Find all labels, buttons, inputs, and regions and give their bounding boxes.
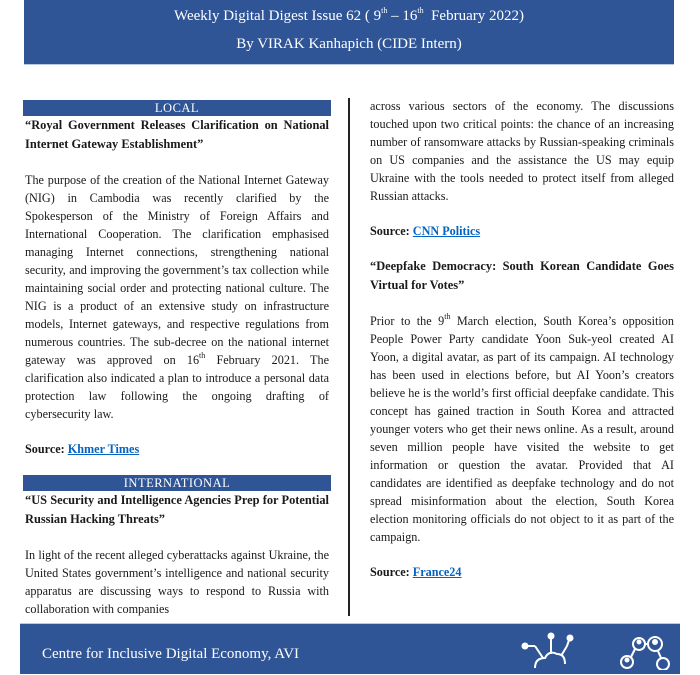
international-headline: “US Security and Intelligence Agencies Prep for Potential Russian Hacking Threats” — [25, 493, 329, 526]
title-text: – 16 — [387, 8, 418, 24]
international-article-body-part2: across various sectors of the economy. The discussions touched upon two critical points: the chance of an increasing number of ransomware attacks by Russian-speaking criminals on US companies and the assistance the US may equip Ukraine with the tools needed to protect itself from alleged Russian attacks. — [370, 99, 674, 203]
section-header-local: LOCAL — [23, 100, 331, 116]
section-header-international: INTERNATIONAL — [23, 475, 331, 491]
international-source — [370, 222, 674, 240]
body-text: March election, South Korea’s opposition People Power Party candidate Yoon Suk-yeol created AI Yoon, a digital avatar, as part of its campaign. AI technology has been used in elections before, but AI Yoon’s creators believe he is the world’s first official deepfake candidate. This concept has gained traction in South Korea and attracted younger voters who get their news online. As a result, around seven million people have visited the website to get information or question the avatar. Provided that AI candidates are identified as deepfake technology and do not spread misinformation about the election, South Korea election monitoring officials do not object to it as part of the campaign. — [370, 314, 674, 544]
source-label: Source: — [370, 224, 413, 238]
left-column — [25, 100, 329, 618]
title-text: Weekly Digital Digest Issue 62 ( 9 — [174, 8, 382, 24]
source-link-france24[interactable]: France24 — [412, 565, 462, 579]
international-article-body-part1: In light of the recent alleged cyberattacks against Ukraine, the United States government’s intelligence and national security apparatus are discussing ways to respond to Russia with collaboration with companies — [25, 548, 329, 616]
column-divider — [348, 98, 350, 616]
source-link-cnn-politics[interactable]: CNN Politics — [412, 224, 481, 238]
source-label: Source: — [370, 565, 413, 579]
deepfake-source — [370, 563, 674, 581]
right-column — [370, 97, 674, 581]
local-headline: “Royal Government Releases Clarification on National Internet Gateway Establishment” — [25, 118, 329, 151]
source-label: Source: — [25, 442, 68, 456]
title-text: February 2022) — [423, 8, 524, 24]
deepfake-headline: “Deepfake Democracy: South Korean Candidate Goes Virtual for Votes” — [370, 259, 674, 292]
superscript: th — [444, 311, 451, 321]
body-text: The purpose of the creation of the National Internet Gateway (NIG) in Cambodia was recently clarified by the Spokesperson of the Ministry of Foreign Affairs and International Cooperation. The clarification emphasised managing Internet connections, strengthening national security, and improving the government’s tax collection while maintaining social order and protecting national culture. The NIG is a product of an extensive study on infrastructure models, Internet gateways, and respective regulations from numerous countries. The sub-decree on the national internet gateway was approved on 16 — [25, 173, 329, 367]
superscript: th — [199, 350, 206, 360]
local-article-body — [25, 171, 329, 423]
deepfake-article-body — [370, 312, 674, 546]
digest-title — [24, 8, 674, 25]
local-source — [25, 440, 329, 458]
source-link-khmer-times[interactable]: Khmer Times — [67, 442, 140, 456]
body-text: February 2021. The clarification also indicated a plan to introduce a personal data protection law following the ongoing drafting of cybersecurity law. — [25, 353, 329, 421]
byline: By VIRAK Kanhapich (CIDE Intern) — [236, 36, 462, 52]
footer-logo-icons — [515, 630, 675, 675]
organization-name: Centre for Inclusive Digital Economy, AVI — [42, 646, 300, 662]
header-banner — [24, 0, 674, 65]
superscript: th — [417, 6, 424, 15]
body-text: Prior to the 9 — [370, 314, 445, 328]
network-cloud-icon — [515, 630, 675, 670]
superscript: th — [381, 6, 388, 15]
footer-banner — [20, 623, 680, 674]
